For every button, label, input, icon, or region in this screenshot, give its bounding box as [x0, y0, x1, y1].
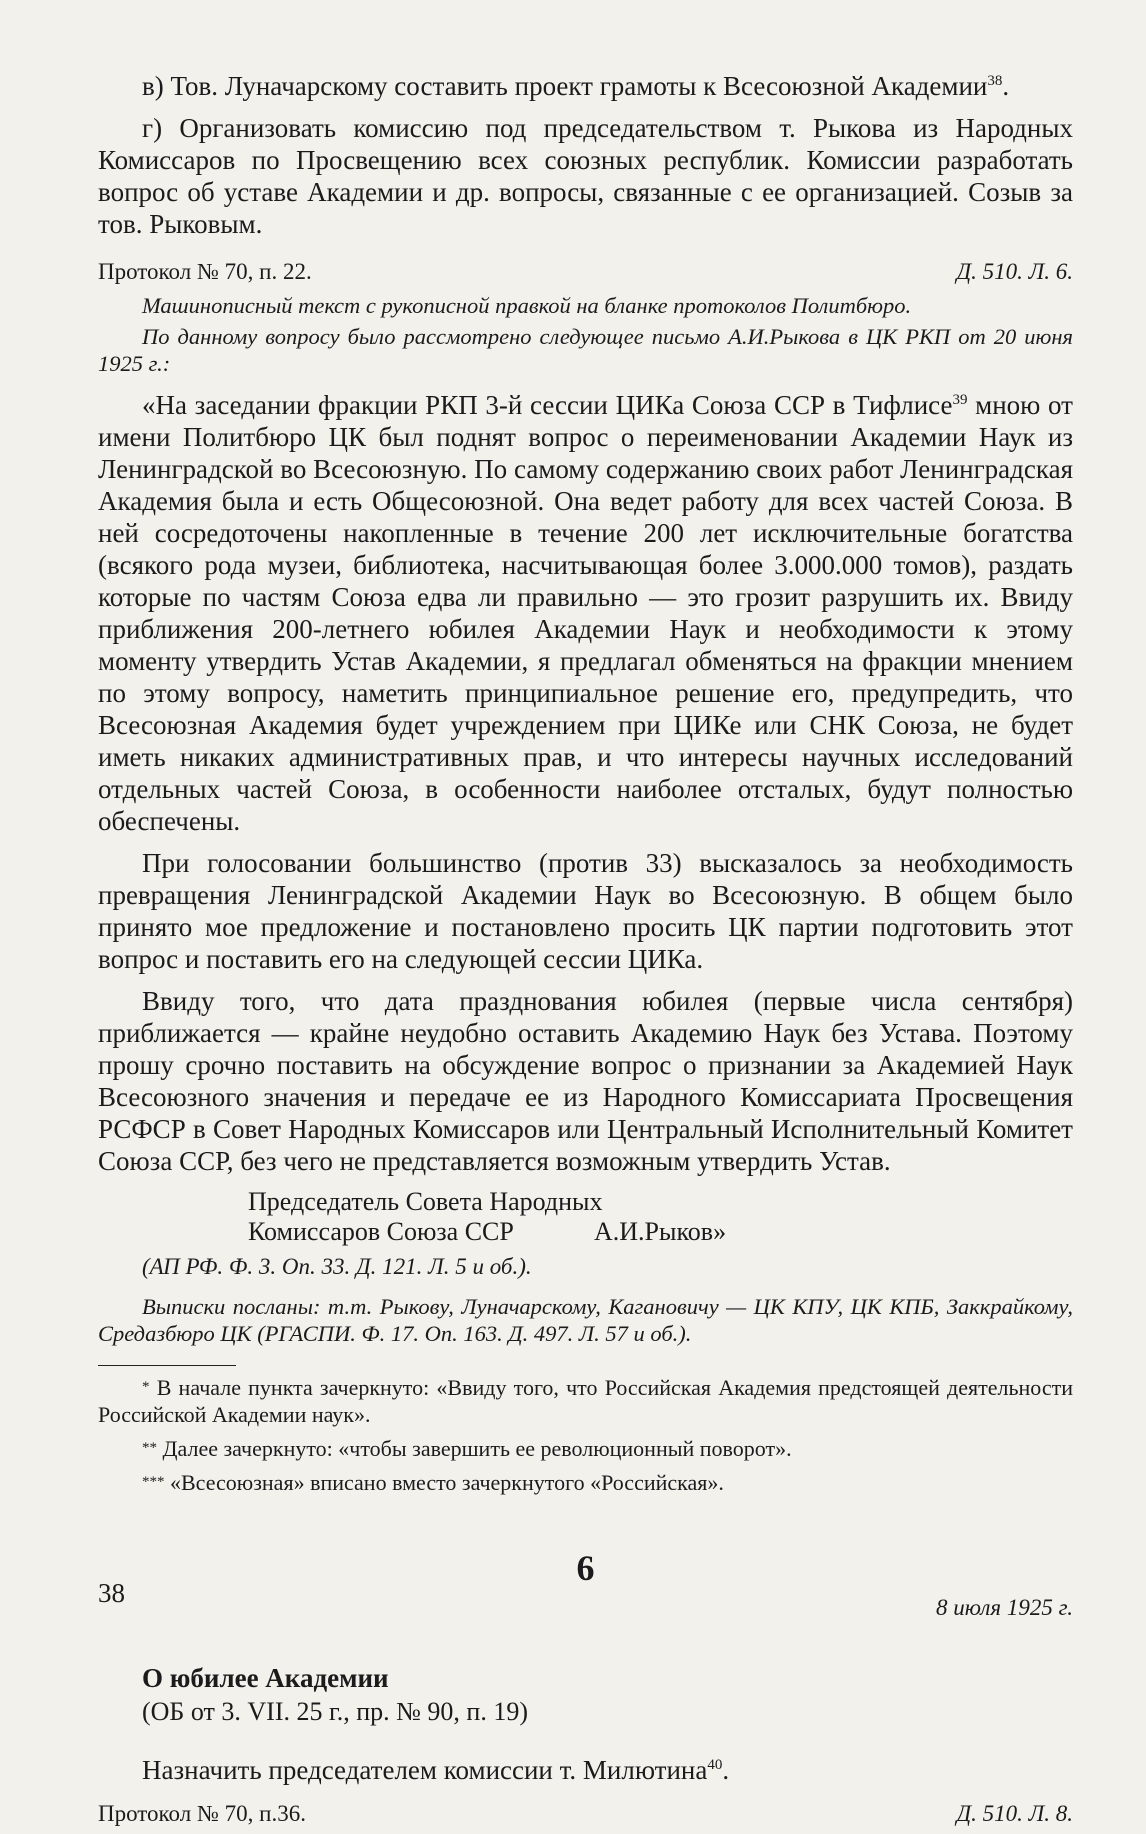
footnote-mark: ***	[142, 1474, 165, 1490]
protocol-number: Протокол № 70, п.36.	[98, 1801, 306, 1826]
letter-paragraph-1	[98, 389, 1073, 837]
signature-block	[98, 1187, 1073, 1249]
protocol-reference-1	[98, 258, 1073, 286]
letter-p1-rest: мною от имени Политбюро ЦК был поднят вопрос о переименовании Академии Наук из Ленинградской во Всесоюзную. По самому содержанию своих работ Ленинградская Академия была и есть Общесоюзной. Она ведет работу для всех частей Союза. В ней сосредоточены накопленные в течение 200 лет исключительные богатства (всякого рода музеи, библиотека, насчитывающая более 3.000.000 томов), раздать которые по частям Союза едва ли правильно — это грозит разрушить их. Ввиду приближения 200-летнего юбилея Академии Наук и необходимости к этому моменту утвердить Устав Академии, я предлагал обменяться на фракции мнением по этому вопросу, наметить принципиальное решение его, предупредить, что Всесоюзная Академия будет учреждением при ЦИКе или СНК Союза, не будет иметь никаких административных прав, и что интересы научных исследований отдельных частей Союза, в особенности наиболее отсталых, будут полностью обеспечены.	[98, 390, 1073, 836]
note-typescript: Машинописный текст с рукописной правкой на бланке протоколов Политбюро.	[142, 293, 912, 318]
footnote-mark: *	[142, 1379, 150, 1395]
extracts-note: Выписки посланы: т.т. Рыкову, Луначарскому, Кагановичу — ЦК КПУ, ЦК КПБ, Заккрайкому, Средазбюро ЦК (РГАСПИ. Ф. 17. Оп. 163. Д. 497. Л. 57 и об.).	[98, 1294, 1073, 1346]
footnote-3	[98, 1469, 1073, 1496]
protocol-number: Протокол № 70, п. 22.	[98, 259, 312, 284]
page-number: 38	[98, 1578, 125, 1608]
footnote-text: «Всесоюзная» вписано вместо зачеркнутого «Российская».	[170, 1470, 724, 1495]
document-source: (ОБ от 3. VII. 25 г., пр. № 90, п. 19)	[142, 1697, 529, 1726]
letter-paragraph-3: Ввиду того, что дата празднования юбилея (первые числа сентября) приближается — крайне неудобно оставить Академию Наук без Устава. Поэтому прошу срочно поставить на обсуждение вопрос о признании за Академией Наук Всесоюзного значения и передаче ее из Народного Комиссариата Просвещения РСФСР в Совет Народных Комиссаров или Центральный Исполнительный Комитет Союза ССР, без чего не представляется возможным утвердить Устав.	[98, 986, 1073, 1176]
archive-reference: Д. 510. Л. 6.	[956, 259, 1073, 284]
document-number: 6	[576, 1548, 595, 1588]
document-page	[98, 70, 1073, 1834]
footnote-2	[98, 1435, 1073, 1462]
footnote-divider	[98, 1365, 236, 1366]
paragraph-v	[98, 70, 1073, 102]
note-letter-intro: По данному вопросу было рассмотрено следующее письмо А.И.Рыкова в ЦК РКП от 20 июня 1925 г.:	[98, 324, 1073, 376]
decision-text-end: .	[722, 1755, 730, 1785]
decision-text	[98, 1754, 1073, 1786]
archive-reference: Д. 510. Л. 8.	[956, 1801, 1073, 1826]
document-date: 8 июля 1925 г.	[935, 1595, 1073, 1620]
paragraph-v-end: .	[1002, 71, 1010, 101]
letter-paragraph-2: При голосовании большинство (против 33) высказалось за необходимость превращения Ленинградской Академии Наук во Всесоюзную. В общем было принято мое предложение и постановлено просить ЦК партии подготовить этот вопрос и поставить его на следующей сессии ЦИКа.	[98, 848, 1073, 974]
document-heading: О юбилее Академии	[142, 1663, 389, 1693]
footnote-ref-40: 40	[707, 1757, 723, 1773]
signature-name: А.И.Рыков»	[594, 1217, 727, 1246]
signature-title-line1: Председатель Совета Народных	[248, 1187, 603, 1216]
decision-text-main: Назначить председателем комиссии т. Милютина	[142, 1755, 708, 1785]
letter-p1-start: «На заседании фракции РКП 3-й сессии ЦИКа Союза ССР в Тифлисе	[142, 390, 953, 420]
footnote-ref-38: 38	[987, 73, 1003, 89]
signature-title-line2: Комиссаров Союза ССР	[248, 1217, 514, 1246]
footnote-text: В начале пункта зачеркнуто: «Ввиду того, что Российская Академия предстоящей деятельности Российской Академии наук».	[98, 1375, 1073, 1427]
footnote-1	[98, 1374, 1073, 1428]
footnote-ref-39: 39	[952, 392, 968, 408]
paragraph-g: г) Организовать комиссию под председательством т. Рыкова из Народных Комиссаров по Просвещению всех союзных республик. Комиссии разработать вопрос об уставе Академии и др. вопросы, связанные с ее организацией. Созыв за тов. Рыковым.	[98, 113, 1073, 239]
footnote-mark: **	[142, 1440, 157, 1456]
footnote-text: Далее зачеркнуто: «чтобы завершить ее революционный поворот».	[162, 1436, 792, 1461]
archive-source: (АП РФ. Ф. 3. Оп. 33. Д. 121. Л. 5 и об.).	[142, 1254, 532, 1279]
protocol-reference-2	[98, 1800, 1073, 1828]
paragraph-v-text: в) Тов. Луначарскому составить проект грамоты к Всесоюзной Академии	[142, 71, 988, 101]
